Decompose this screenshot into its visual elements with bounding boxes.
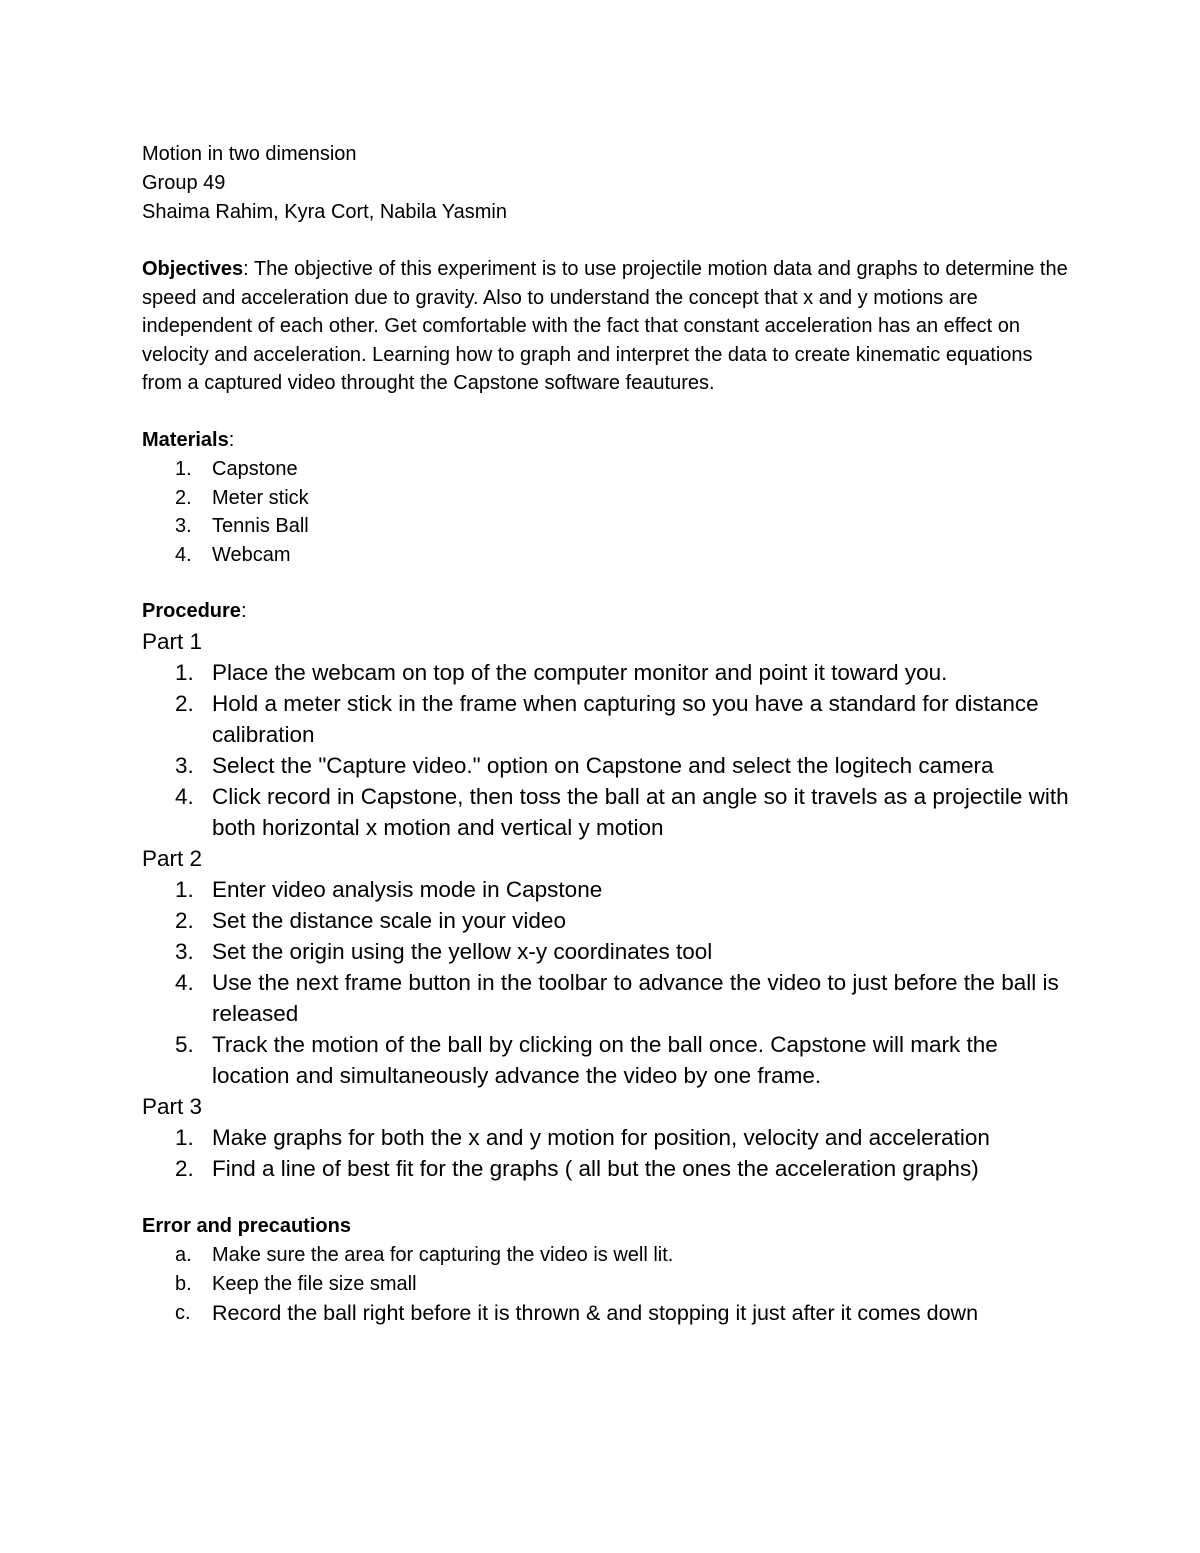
procedure-heading: Procedure — [142, 600, 241, 623]
objectives-paragraph: Objectives: The objective of this experiment is to use projectile motion data and graphs to determine the speed and acceleration due to gravity. Also to understand the concept that x and y motions are independent of each other. Get comfortable with the fact that constant acceleration has an effect on velocity and acceleration. Learning how to graph and interpret the data to create kinematic equations from a captured video throught the Capstone software feautures. — [142, 258, 1068, 395]
list-marker: 4. — [175, 970, 194, 996]
part-label: Part 2 — [142, 846, 203, 872]
list-marker: 1. — [175, 457, 192, 480]
list-item-text: Tennis Ball — [212, 515, 309, 538]
list-marker: b. — [175, 1272, 192, 1295]
list-item-text: Record the ball right before it is thrown & and stopping it just after it comes down — [212, 1300, 979, 1325]
list-item — [142, 1299, 1072, 1328]
list-item-text: Find a line of best fit for the graphs ( all but the ones the acceleration graphs) — [212, 1156, 979, 1182]
materials-heading-line: Materials: — [142, 428, 235, 451]
list-marker: 1. — [175, 1125, 194, 1151]
list-item-text: Click record in Capstone, then toss the ball at an angle so it travels as a projectile with both horizontal x motion and vertical y motion — [212, 784, 1069, 841]
list-item — [142, 1122, 1072, 1153]
list-marker: 2. — [175, 691, 194, 717]
materials-list — [142, 455, 1072, 569]
list-item-text: Keep the file size small — [212, 1272, 417, 1295]
list-item — [142, 1241, 1072, 1270]
list-item — [142, 1029, 1072, 1091]
part-3-steps — [142, 1122, 1072, 1184]
list-marker: 4. — [175, 543, 192, 566]
errors-heading: Error and precautions — [142, 1215, 351, 1238]
list-item — [142, 657, 1072, 688]
list-marker: 1. — [175, 660, 194, 686]
list-item-text: Webcam — [212, 543, 291, 566]
list-marker: 3. — [175, 515, 192, 538]
list-marker: 4. — [175, 784, 194, 810]
list-item — [142, 1153, 1072, 1184]
list-item-text: Use the next frame button in the toolbar to advance the video to just before the ball is released — [212, 970, 1059, 1027]
list-item — [142, 512, 1072, 541]
list-marker: 2. — [175, 1156, 194, 1182]
list-item-text: Meter stick — [212, 486, 309, 509]
list-marker: 3. — [175, 753, 194, 779]
part-label: Part 1 — [142, 629, 203, 655]
document-body — [142, 140, 1072, 1327]
list-item — [142, 750, 1072, 781]
list-item-text: Hold a meter stick in the frame when capturing so you have a standard for distance calibration — [212, 691, 1039, 748]
list-marker: 2. — [175, 486, 192, 509]
list-item-text: Set the origin using the yellow x-y coordinates tool — [212, 939, 713, 965]
list-item — [142, 455, 1072, 484]
list-item — [142, 781, 1072, 843]
list-item — [142, 688, 1072, 750]
list-item — [142, 967, 1072, 1029]
list-marker: 2. — [175, 908, 194, 934]
objectives-heading: Objectives — [142, 258, 244, 280]
list-item-text: Make sure the area for capturing the video is well lit. — [212, 1244, 674, 1267]
document-title: Motion in two dimension — [142, 143, 357, 165]
list-item-text: Place the webcam on top of the computer monitor and point it toward you. — [212, 660, 948, 686]
list-marker: 5. — [175, 1032, 194, 1058]
list-item-text: Track the motion of the ball by clicking on the ball once. Capstone will mark the location and simultaneously advance the video by one frame. — [212, 1032, 998, 1089]
list-item — [142, 484, 1072, 513]
errors-list — [142, 1241, 1072, 1327]
procedure-heading-line: Procedure: — [142, 600, 247, 623]
list-marker: 3. — [175, 939, 194, 965]
materials-heading: Materials — [142, 428, 229, 451]
part-1-steps — [142, 657, 1072, 843]
list-item-text: Make graphs for both the x and y motion for position, velocity and acceleration — [212, 1125, 990, 1151]
part-label: Part 3 — [142, 1094, 203, 1120]
list-item-text: Capstone — [212, 457, 298, 480]
list-item — [142, 905, 1072, 936]
list-item — [142, 936, 1072, 967]
errors-heading-line — [142, 1212, 1072, 1241]
list-marker: c. — [175, 1301, 191, 1324]
list-item-text: Enter video analysis mode in Capstone — [212, 877, 603, 903]
part-2-steps — [142, 874, 1072, 1091]
list-item — [142, 541, 1072, 570]
list-item-text: Set the distance scale in your video — [212, 908, 566, 934]
authors: Shaima Rahim, Kyra Cort, Nabila Yasmin — [142, 201, 507, 223]
list-marker: 1. — [175, 877, 194, 903]
list-item-text: Select the "Capture video." option on Capstone and select the logitech camera — [212, 753, 994, 779]
objectives-text: The objective of this experiment is to use projectile motion data and graphs to determine the speed and acceleration due to gravity. Also to understand the concept that x and y motions are independent of each other. Get comfortable with the fact that constant acceleration has an effect on velocity and acceleration. Learning how to graph and interpret the data to create kinematic equations from a captured video throught the Capstone software feautures. — [142, 258, 1068, 395]
list-item — [142, 1270, 1072, 1299]
list-item — [142, 874, 1072, 905]
group-label: Group 49 — [142, 172, 226, 194]
list-marker: a. — [175, 1244, 192, 1267]
